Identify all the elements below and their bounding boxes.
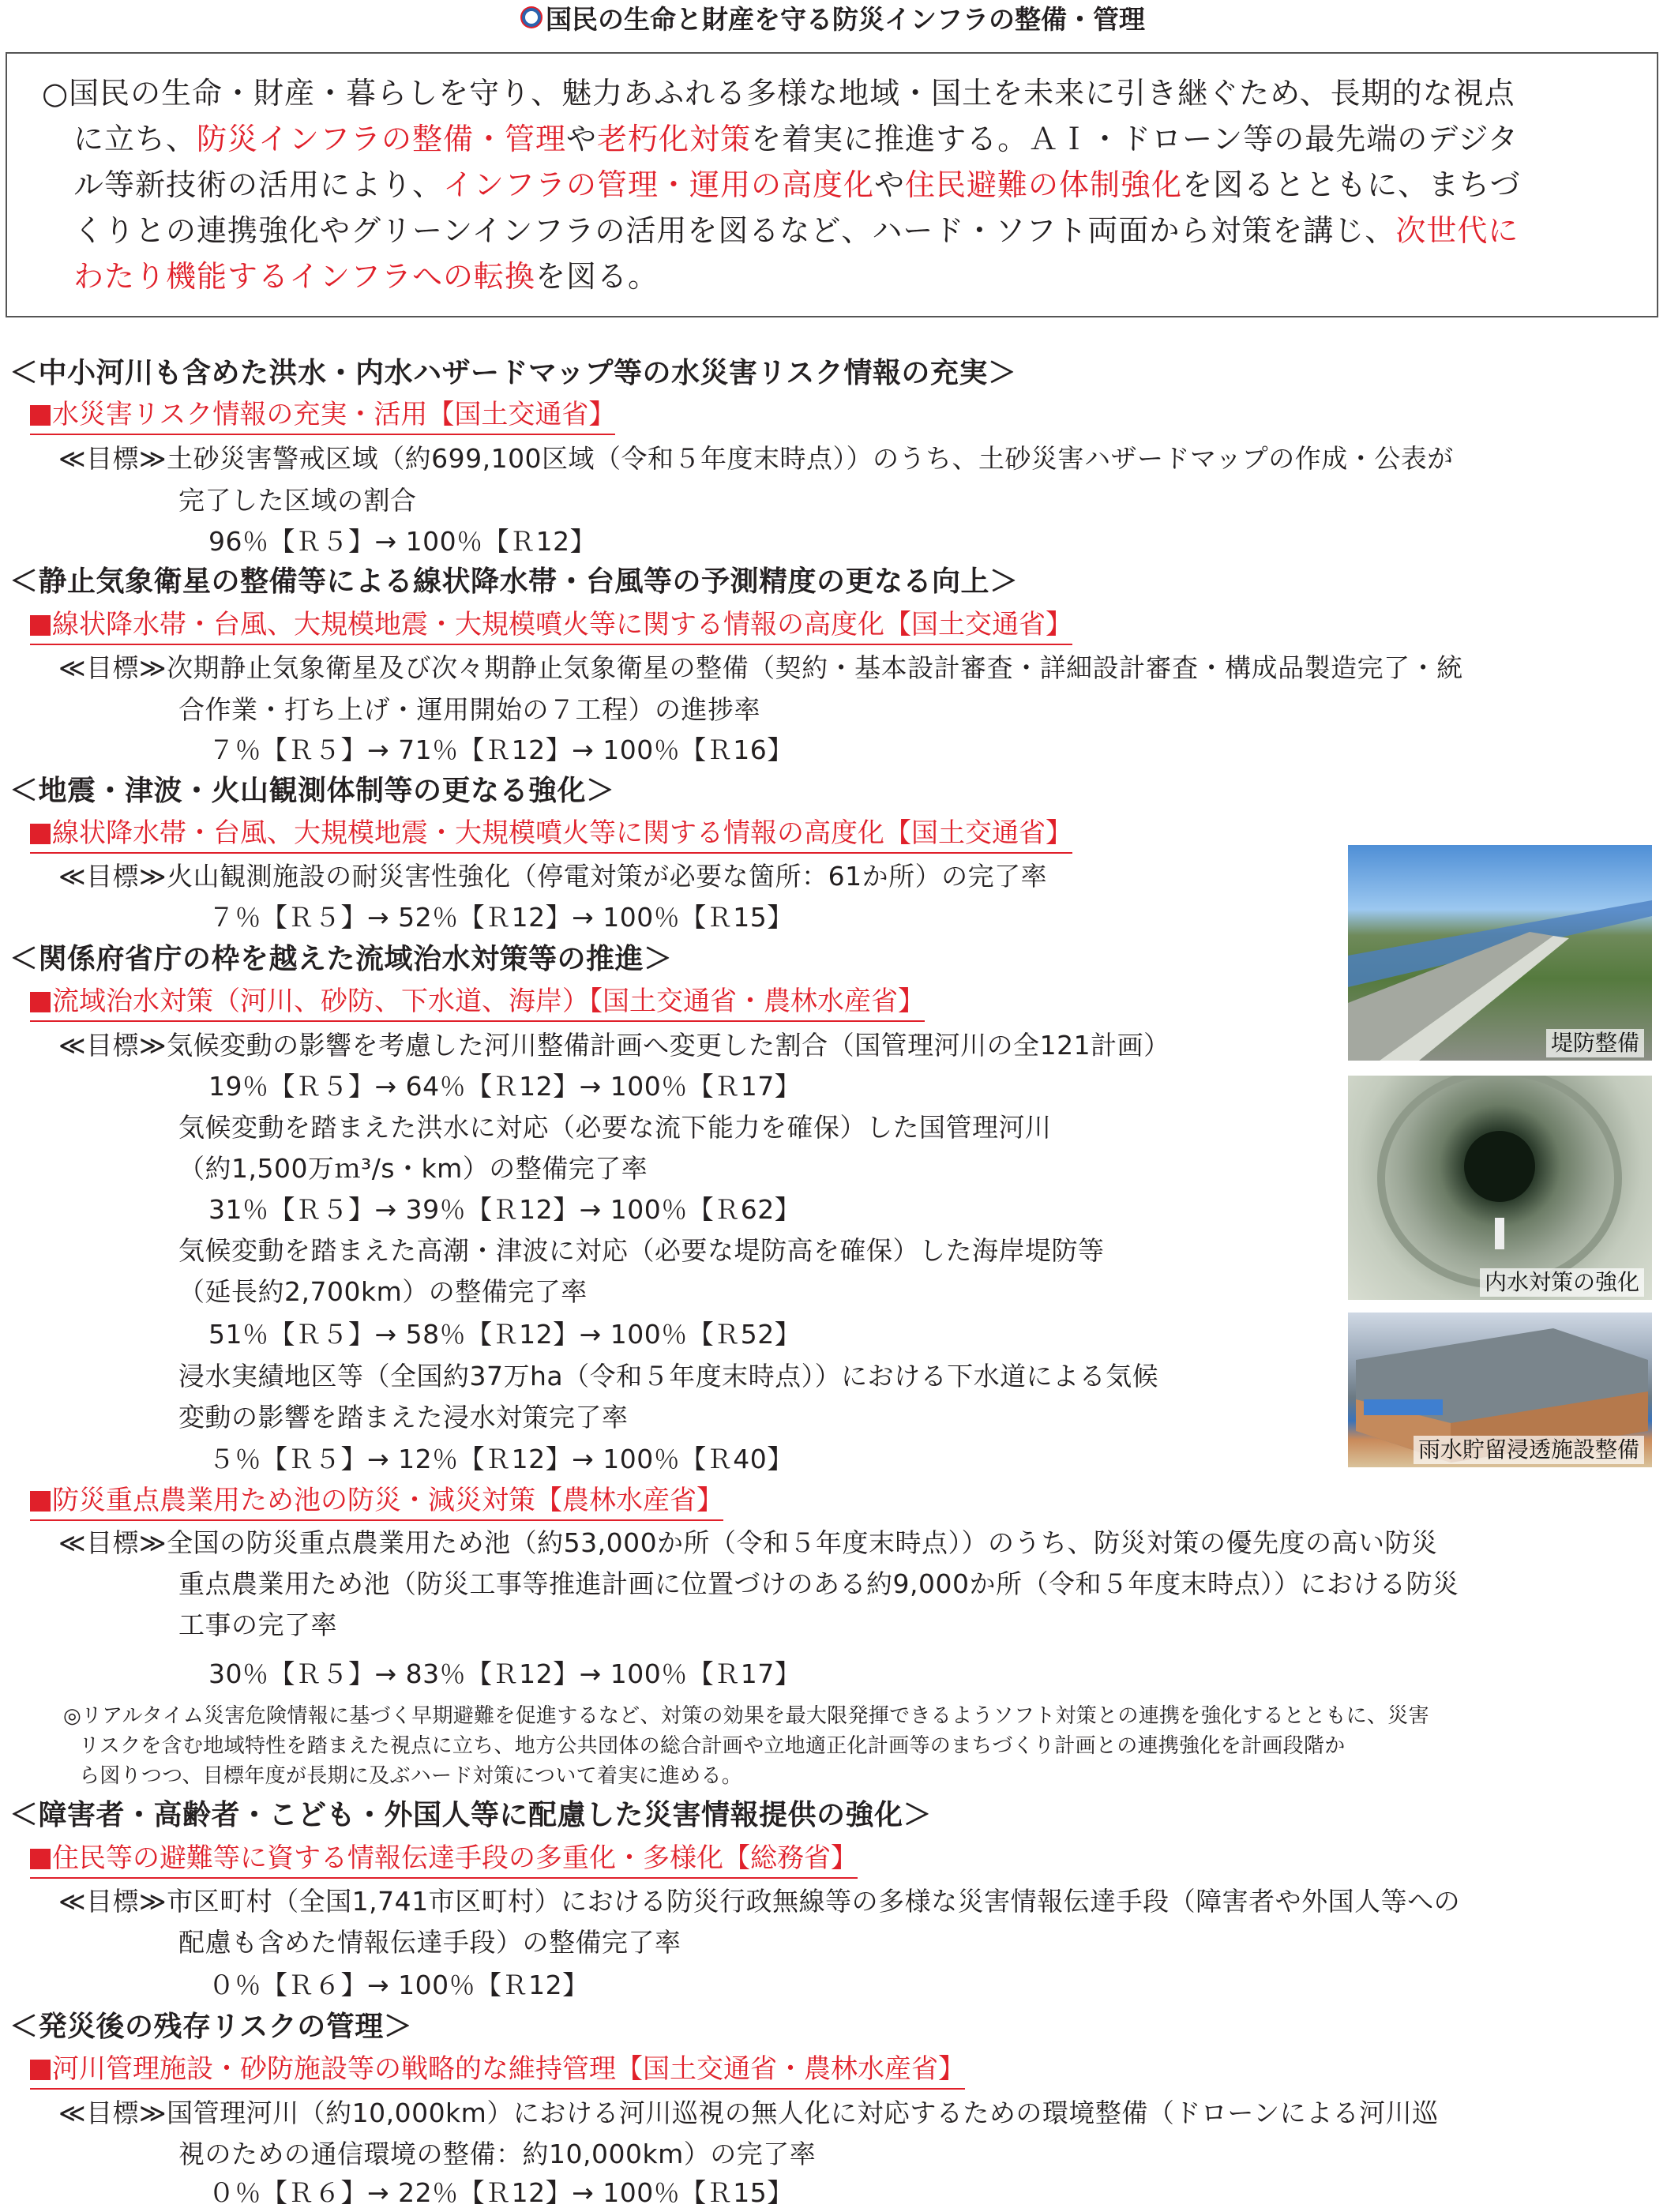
intro-line-2: に立ち、防災インフラの整備・管理や老朽化対策を着実に推進する。ＡＩ・ドローン等の最先端のデジタ — [73, 122, 1519, 156]
goal-text: （延長約2,700km）の整備完了率 — [178, 1276, 588, 1307]
goal-text: ≪目標≫全国の防災重点農業用ため池（約53,000か所（令和５年度末時点））のうち、防災対策の優先度の高い防災 — [58, 1527, 1438, 1558]
goal-text: ≪目標≫火山観測施設の耐災害性強化（停電対策が必要な箇所：61か所）の完了率 — [58, 861, 1048, 892]
photo-caption: 内水対策の強化 — [1480, 1268, 1644, 1297]
note-text: ら図りつつ、目標年度が長期に及ぶハード対策について着実に進める。 — [79, 1764, 743, 1788]
red-square-icon — [30, 405, 51, 426]
goal-text: 完了した区域の割合 — [178, 485, 417, 516]
goal-text: 視のための通信環境の整備：約10,000km）の完了率 — [178, 2139, 817, 2169]
section-heading: ＜関係府省庁の枠を越えた流域治水対策等の推進＞ — [9, 943, 673, 975]
page-title: 国民の生命と財産を守る防災インフラの整備・管理 — [0, 0, 1667, 39]
red-square-icon — [30, 1849, 51, 1869]
policy-title: 住民等の避難等に資する情報伝達手段の多重化・多様化【総務省】 — [30, 1840, 858, 1879]
policy-title: 流域治水対策（河川、砂防、下水道、海岸）【国土交通省・農林水産省】 — [30, 983, 925, 1022]
intro-line-4: くりとの連携強化やグリーンインフラの活用を図るなど、ハード・ソフト両面から対策を講じ、次世代に — [73, 213, 1519, 248]
goal-text: ≪目標≫気候変動の影響を考慮した河川整備計画へ変更した割合（国管理河川の全121計画） — [58, 1030, 1170, 1061]
goal-value: ７％【Ｒ５】→ 52％【Ｒ12】→ 100％【Ｒ15】 — [208, 902, 794, 933]
goal-text: 工事の完了率 — [178, 1609, 337, 1640]
tunnel-photo — [1348, 1076, 1652, 1300]
goal-text: （約1,500万ｍ³/s・km）の整備完了率 — [178, 1153, 648, 1184]
section-heading: ＜障害者・高齢者・こども・外国人等に配慮した災害情報提供の強化＞ — [9, 1799, 933, 1831]
circle-bullet-icon — [522, 8, 541, 27]
red-square-icon — [30, 992, 51, 1012]
goal-text: ≪目標≫次期静止気象衛星及び次々期静止気象衛星の整備（契約・基本設計審査・詳細設計審査・構成品製造完了・統 — [58, 652, 1463, 683]
red-square-icon — [30, 615, 51, 636]
levee-photo — [1348, 845, 1652, 1061]
policy-title: 水災害リスク情報の充実・活用【国土交通省】 — [30, 396, 615, 435]
goal-value: ０％【Ｒ６】→ 100％【Ｒ12】 — [208, 1970, 589, 2000]
red-square-icon — [30, 2060, 51, 2080]
policy-title: 線状降水帯・台風、大規模地震・大規模噴火等に関する情報の高度化【国土交通省】 — [30, 607, 1072, 645]
section-heading: ＜中小河川も含めた洪水・内水ハザードマップ等の水災害リスク情報の充実＞ — [9, 357, 1017, 389]
note-text: リスクを含む地域特性を踏まえた視点に立ち、地方公共団体の総合計画や立地適正化計画等のまちづくり計画との連携強化を計画段階か — [79, 1734, 1346, 1758]
red-square-icon — [30, 1491, 51, 1512]
intro-box — [6, 52, 1658, 317]
goal-text: ≪目標≫国管理河川（約10,000km）における河川巡視の無人化に対応するための環境整備（ドローンによる河川巡 — [58, 2097, 1439, 2128]
intro-line-5: わたり機能するインフラへの転換を図る。 — [73, 259, 659, 294]
section-heading: ＜地震・津波・火山観測体制等の更なる強化＞ — [9, 775, 615, 807]
policy-title: 河川管理施設・砂防施設等の戦略的な維持管理【国土交通省・農林水産省】 — [30, 2051, 965, 2090]
goal-text: ≪目標≫土砂災害警戒区域（約699,100区域（令和５年度末時点））のうち、土砂災害ハザードマップの作成・公表が — [58, 443, 1454, 474]
goal-value: 19％【Ｒ５】→ 64％【Ｒ12】→ 100％【Ｒ17】 — [208, 1071, 802, 1102]
photo-caption: 堤防整備 — [1546, 1029, 1644, 1057]
storage-facility-photo — [1348, 1313, 1652, 1467]
policy-title: 防災重点農業用ため池の防災・減災対策【農林水産省】 — [30, 1482, 723, 1521]
tunnel-illustration-icon — [1348, 1076, 1652, 1300]
goal-text: 変動の影響を踏まえた浸水対策完了率 — [178, 1402, 629, 1433]
goal-text: 浸水実績地区等（全国約37万ha（令和５年度末時点））における下水道による気候 — [178, 1361, 1159, 1391]
section-heading: ＜静止気象衛星の整備等による線状降水帯・台風等の予測精度の更なる向上＞ — [9, 565, 1019, 598]
goal-text: 配慮も含めた情報伝達手段）の整備完了率 — [178, 1927, 681, 1958]
goal-value: ５％【Ｒ５】→ 12％【Ｒ12】→ 100％【Ｒ40】 — [208, 1444, 794, 1474]
intro-line-1: ○国民の生命・財産・暮らしを守り、魅力あふれる多様な地域・国土を未来に引き継ぐため、長期的な視点 — [42, 76, 1515, 111]
photo-caption: 雨水貯留浸透施設整備 — [1414, 1436, 1644, 1464]
intro-line-3: ル等新技術の活用により、インフラの管理・運用の高度化や住民避難の体制強化を図るとともに、まちづ — [73, 167, 1521, 202]
note-text: ◎リアルタイム災害危険情報に基づく早期避難を促進するなど、対策の効果を最大限発揮できるようソフト対策との連携を強化するとともに、災害 — [63, 1704, 1429, 1728]
section-heading: ＜発災後の残存リスクの管理＞ — [9, 2011, 413, 2043]
goal-text: 気候変動を踏まえた高潮・津波に対応（必要な堤防高を確保）した海岸堤防等 — [178, 1235, 1105, 1266]
goal-text: ≪目標≫市区町村（全国1,741市区町村）における防災行政無線等の多様な災害情報伝達手段（障害者や外国人等への — [58, 1886, 1461, 1917]
goal-value: ７％【Ｒ５】→ 71％【Ｒ12】→ 100％【Ｒ16】 — [208, 734, 794, 765]
policy-title: 線状降水帯・台風、大規模地震・大規模噴火等に関する情報の高度化【国土交通省】 — [30, 815, 1072, 854]
goal-text: 重点農業用ため池（防災工事等推進計画に位置づけのある約9,000か所（令和５年度末時点））における防災 — [178, 1568, 1459, 1599]
goal-text: 合作業・打ち上げ・運用開始の７工程）の進捗率 — [178, 694, 760, 725]
goal-value: 96％【Ｒ５】→ 100％【Ｒ12】 — [208, 526, 597, 557]
goal-value: 30％【Ｒ５】→ 83％【Ｒ12】→ 100％【Ｒ17】 — [208, 1658, 802, 1689]
goal-value: 31％【Ｒ５】→ 39％【Ｒ12】→ 100％【Ｒ62】 — [208, 1194, 802, 1225]
goal-value: ０％【Ｒ６】→ 22％【Ｒ12】→ 100％【Ｒ15】 — [208, 2177, 794, 2208]
goal-value: 51％【Ｒ５】→ 58％【Ｒ12】→ 100％【Ｒ52】 — [208, 1319, 802, 1350]
red-square-icon — [30, 824, 51, 844]
goal-text: 気候変動を踏まえた洪水に対応（必要な流下能力を確保）した国管理河川 — [178, 1112, 1052, 1143]
